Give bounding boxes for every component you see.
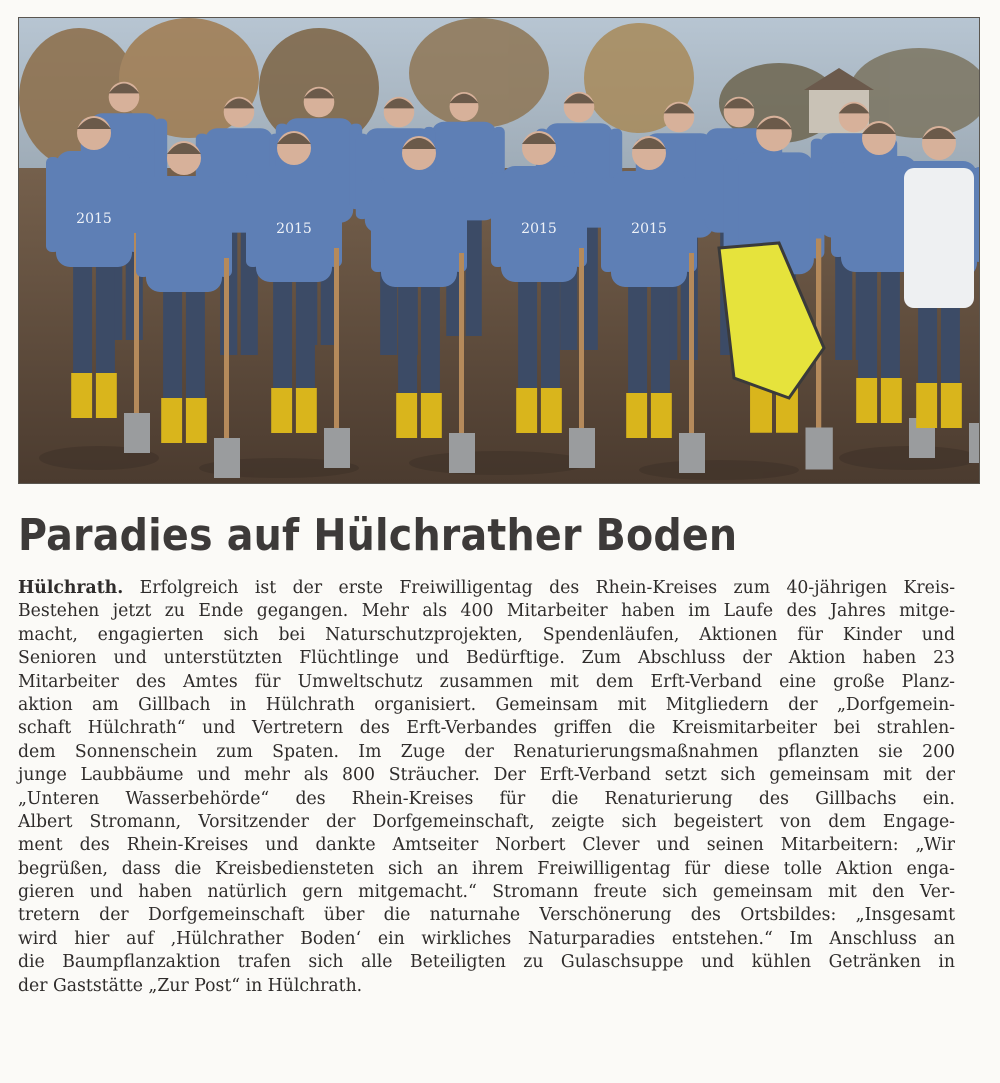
article-line: tretern der Dorfgemeinschaft über die naturnahe Verschönerung des Ortsbildes: „Insgesamt [18,904,956,926]
article-line: ment des Rhein-Kreises und dankte Amtseiter Norbert Clever und seinen Mitarbeitern: „Wir [18,834,956,856]
shirt-print-year: 2015 [76,211,112,227]
white-vest [904,168,974,308]
article-line: der Gaststätte „Zur Post“ in Hülchrath. [18,974,363,996]
article-line: Senioren und unterstützten Flüchtlinge und Bedürftige. Zum Abschluss der Aktion haben 23 [18,647,956,669]
dateline: Hülchrath. [18,577,124,598]
article-line: Bestehen jetzt zu Ende gegangen. Mehr als 400 Mitarbeiter haben im Laufe des Jahres mitge- [18,600,956,622]
article-line: wird hier auf ‚Hülchrather Boden‘ ein wirkliches Naturparadies entstehen.“ Im Anschluss an [18,927,956,949]
article-line: dem Sonnenschein zum Spaten. Im Zuge der Renaturierungsmaßnahmen pflanzten sie 200 [18,740,956,762]
headline: Paradies auf Hülchrather Boden [18,510,738,561]
article-body [18,576,984,997]
shirt-print-year: 2015 [521,221,557,237]
article-line: gieren und haben natürlich gern mitgemacht.“ Stromann freute sich gemeinsam mit den Ver- [18,881,956,903]
article-line: begrüßen, dass die Kreisbediensteten sich an ihrem Freiwilligentag für diese tolle Aktion enga- [18,857,956,879]
group-photo [18,17,980,484]
article-line: die Baumpflanzaktion trafen sich alle Beteiligten zu Gulaschsuppe und kühlen Getränken in [18,951,956,973]
article-line: Albert Stromann, Vorsitzender der Dorfgemeinschaft, zeigte sich begeistert von dem Engage- [18,810,956,832]
article-line: junge Laubbäume und mehr als 800 Sträucher. Der Erft-Verband setzt sich gemeinsam mit der [18,764,956,786]
article-line: „Unteren Wasserbehörde“ des Rhein-Kreises für die Renaturierung des Gillbachs ein. [18,787,956,809]
article-line: Mitarbeiter des Amtes für Umweltschutz zusammen mit dem Erft-Verband eine große Planz- [18,670,956,692]
shirt-print-year: 2015 [276,221,312,237]
article-line: macht, engagierten sich bei Naturschutzprojekten, Spendenläufen, Aktionen für Kinder und [18,623,956,645]
article-line: schaft Hülchrath“ und Vertretern des Erft-Verbandes griffen die Kreismitarbeiter bei strahlen- [18,717,956,739]
article-line: Hülchrath. Erfolgreich ist der erste Freiwilligentag des Rhein-Kreises zum 40-jährigen Kreis- [18,577,956,598]
shirt-print-year: 2015 [631,221,667,237]
article-line: aktion am Gillbach in Hülchrath organisiert. Gemeinsam mit Mitgliedern der „Dorfgemein- [18,693,956,715]
